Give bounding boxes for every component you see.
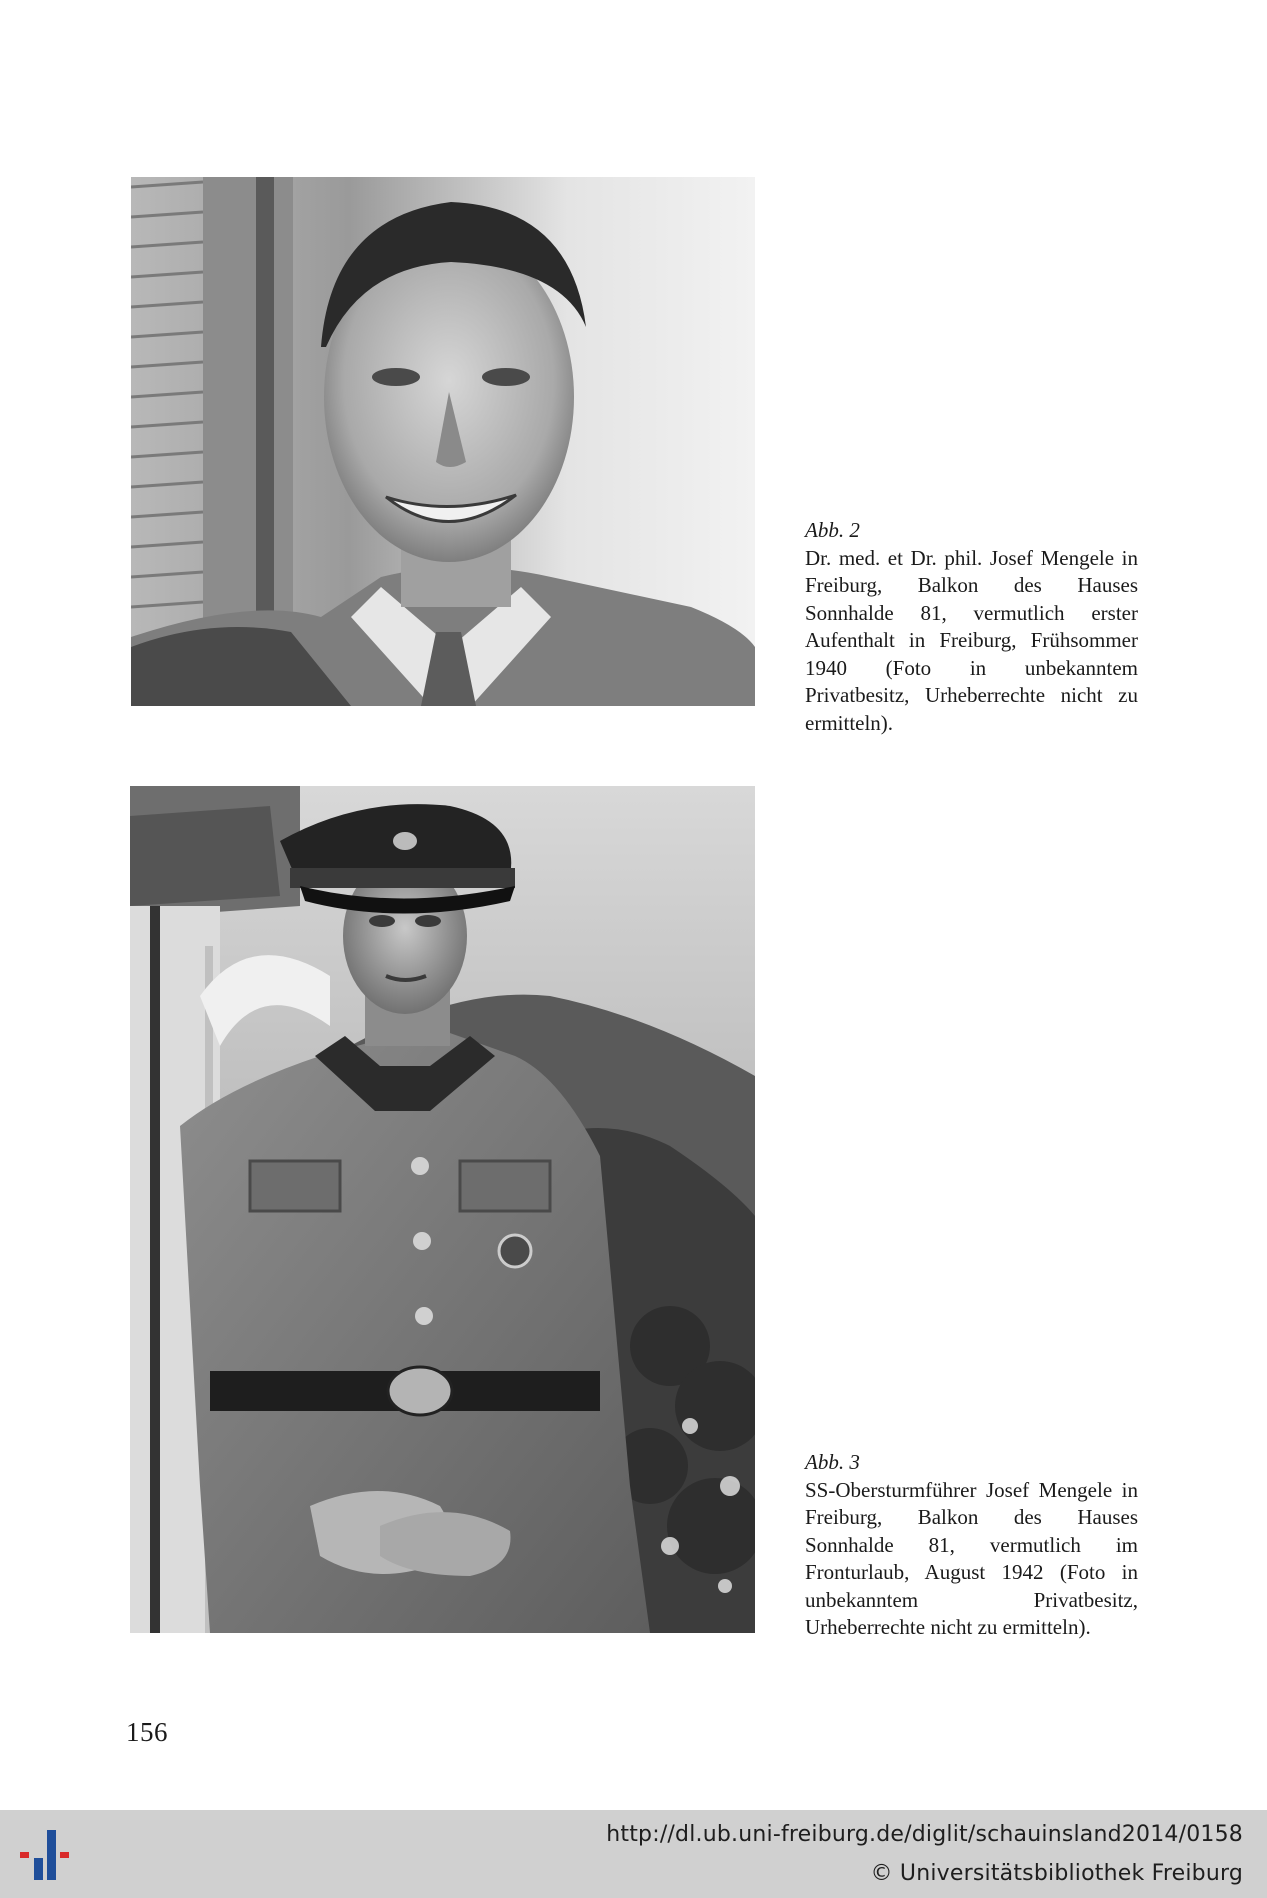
uniform-photo-1942-image: [130, 786, 755, 1633]
permalink-url[interactable]: http://dl.ub.uni-freiburg.de/diglit/schauinsland2014/0158: [606, 1822, 1243, 1847]
figure-caption-text: Dr. med. et Dr. phil. Josef Mengele in Freiburg, Balkon des Hauses Sonnhalde 81, vermutlich erster Aufenthalt in Freiburg, Frühsommer 1940 (Foto in unbekanntem Privatbesitz, Urheberrechte nicht zu ermitteln).: [805, 545, 1138, 735]
page-number: 156: [126, 1717, 168, 1747]
figure-caption-abb-3: [805, 1449, 1138, 1642]
portrait-photo-1940: [131, 177, 755, 706]
portrait-photo-1940-image: [131, 177, 755, 706]
ub-freiburg-logo-icon: [14, 1825, 82, 1885]
figure-label: Abb. 3: [805, 1450, 860, 1474]
uniform-photo-1942: [130, 786, 755, 1633]
figure-caption-text: SS-Obersturmführer Josef Mengele in Freiburg, Balkon des Hauses Sonnhalde 81, vermutlich im Fronturlaub, August 1942 (Foto in unbekanntem Privatbesitz, Urheberrechte nicht zu ermitteln).: [805, 1477, 1138, 1639]
library-footer-bar: [0, 1810, 1267, 1898]
figure-label: Abb. 2: [805, 518, 860, 542]
copyright-notice: © Universitätsbibliothek Freiburg: [870, 1861, 1243, 1886]
figure-caption-abb-2: [805, 517, 1138, 737]
